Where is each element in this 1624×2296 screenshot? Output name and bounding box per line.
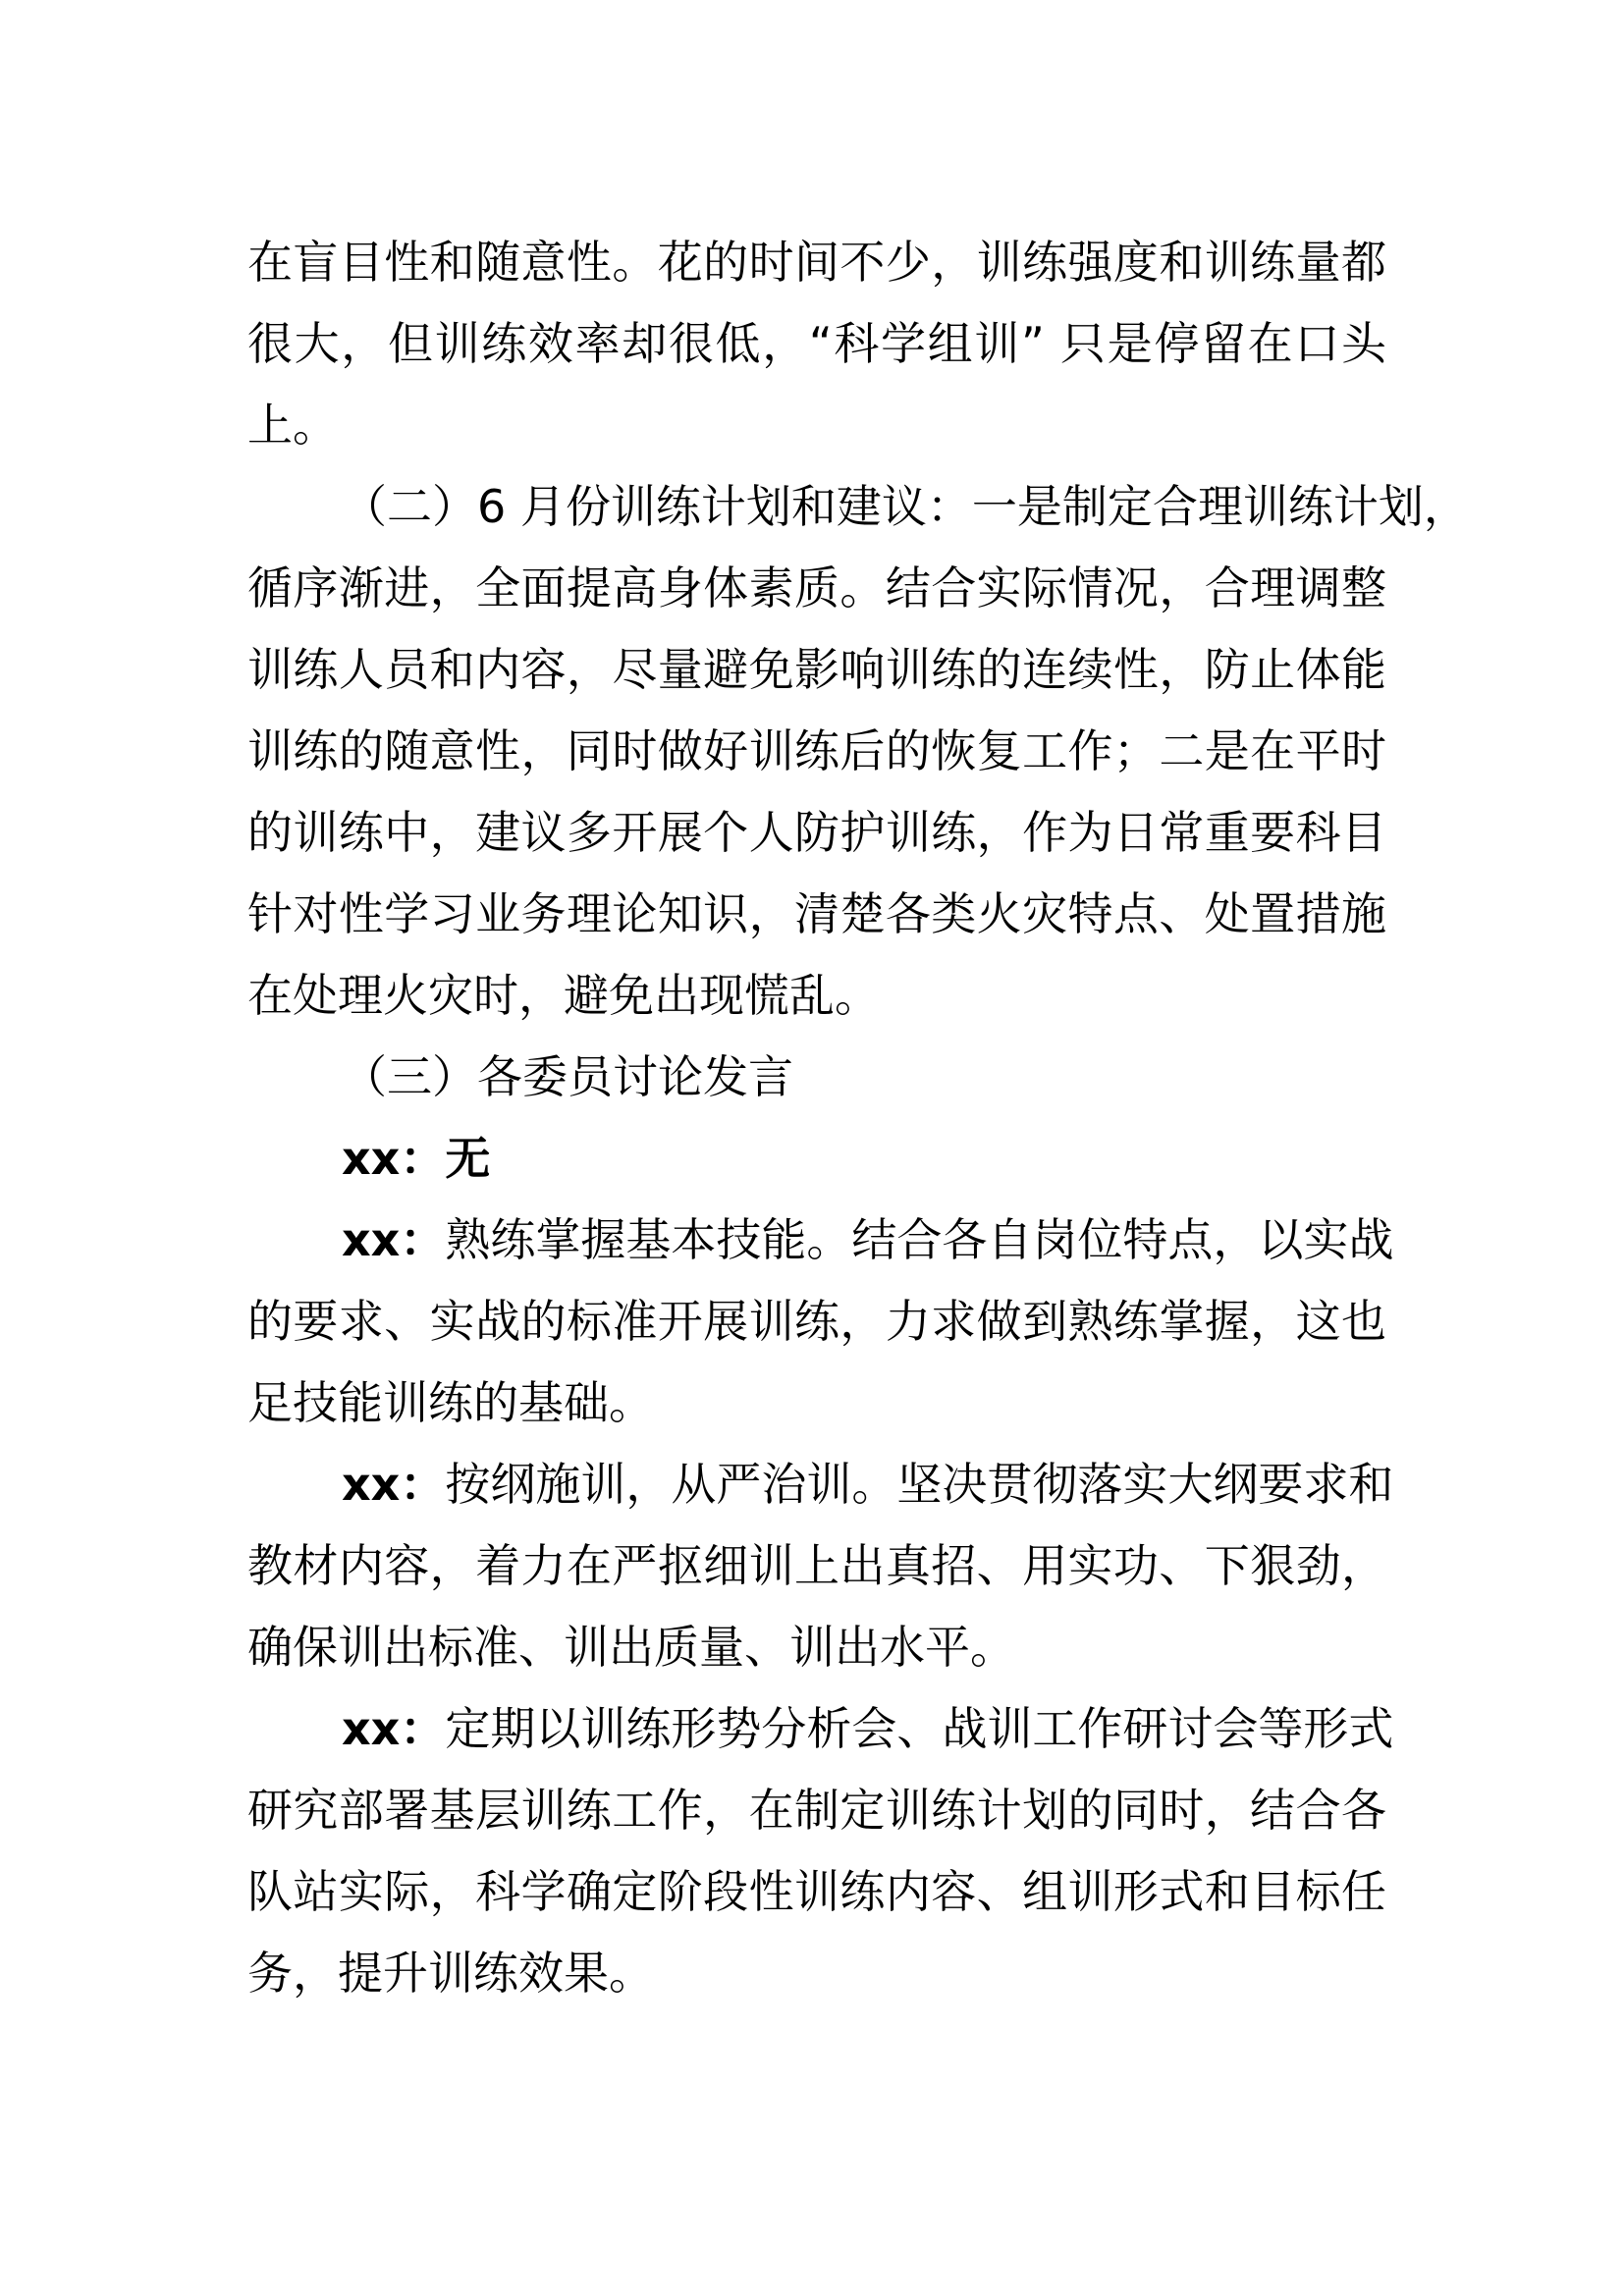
text-line: 训练人员和内容，尽量避免影响训练的连续性，防止体能 — [247, 643, 1386, 696]
speech-text: 熟练掌握基本技能。结合各自岗位特点，以实战 — [445, 1213, 1394, 1266]
speaker-paragraph — [247, 1444, 1394, 1688]
document-page — [247, 222, 1469, 2014]
speaker-label: xx： — [342, 1213, 446, 1266]
text-line: （二）6 月份训练计划和建议：一是制定合理训练计划， — [342, 480, 1469, 533]
text-line: 足技能训练的基础。 — [247, 1376, 654, 1429]
text-line: 的要求、实战的标准开展训练，力求做到熟练掌握，这也 — [247, 1295, 1386, 1348]
section-heading — [247, 1037, 1386, 1118]
text-line: 在盲目性和随意性。花的时间不少，训练强度和训练量都 — [247, 236, 1386, 289]
text-line: 很大，但训练效率却很低，“科学组训” 只是停留在口头 — [247, 317, 1386, 370]
text-line: 在处理火灾时，避免出现慌乱。 — [247, 969, 880, 1022]
text-line: 上。 — [247, 399, 338, 452]
speech-text: 无 — [445, 1132, 491, 1185]
text-line — [247, 1444, 1394, 1525]
paragraph-training-plan — [247, 466, 1469, 1037]
speaker-paragraph — [247, 1200, 1394, 1444]
text-line: 务，提升训练效果。 — [247, 1947, 654, 2000]
text-line: 针对性学习业务理论知识，清楚各类火灾特点、处置措施 — [247, 887, 1386, 940]
text-line: 循序渐进，全面提高身体素质。结合实际情况，合理调整 — [247, 561, 1386, 614]
text-line: 研究部署基层训练工作，在制定训练计划的同时，结合各 — [247, 1784, 1386, 1837]
text-line: 的训练中，建议多开展个人防护训练，作为日常重要科目 — [247, 806, 1386, 859]
speaker-paragraph — [247, 1688, 1394, 2014]
text-line: 确保训出标准、训出质量、训出水平。 — [247, 1621, 1015, 1674]
text-line — [247, 1688, 1394, 1770]
text-line: 队站实际，科学确定阶段性训练内容、组训形式和目标任 — [247, 1865, 1386, 1918]
speech-text: 定期以训练形势分析会、战训工作研讨会等形式 — [445, 1702, 1394, 1755]
speaker-label: xx： — [342, 1132, 446, 1185]
speaker-label: xx： — [342, 1702, 446, 1755]
speaker-label: xx： — [342, 1458, 446, 1511]
text-line — [247, 1118, 1386, 1200]
text-line — [247, 1200, 1394, 1281]
speaker-paragraph — [247, 1118, 1386, 1200]
text-line: （三）各委员讨论发言 — [342, 1050, 793, 1103]
speech-text: 按纲施训，从严治训。坚决贯彻落实大纲要求和 — [445, 1458, 1394, 1511]
paragraph-1 — [247, 222, 1386, 466]
text-line: 训练的随意性，同时做好训练后的恢复工作；二是在平时 — [247, 724, 1386, 777]
text-line: 教材内容，着力在严抠细训上出真招、用实功、下狠劲， — [247, 1539, 1386, 1592]
